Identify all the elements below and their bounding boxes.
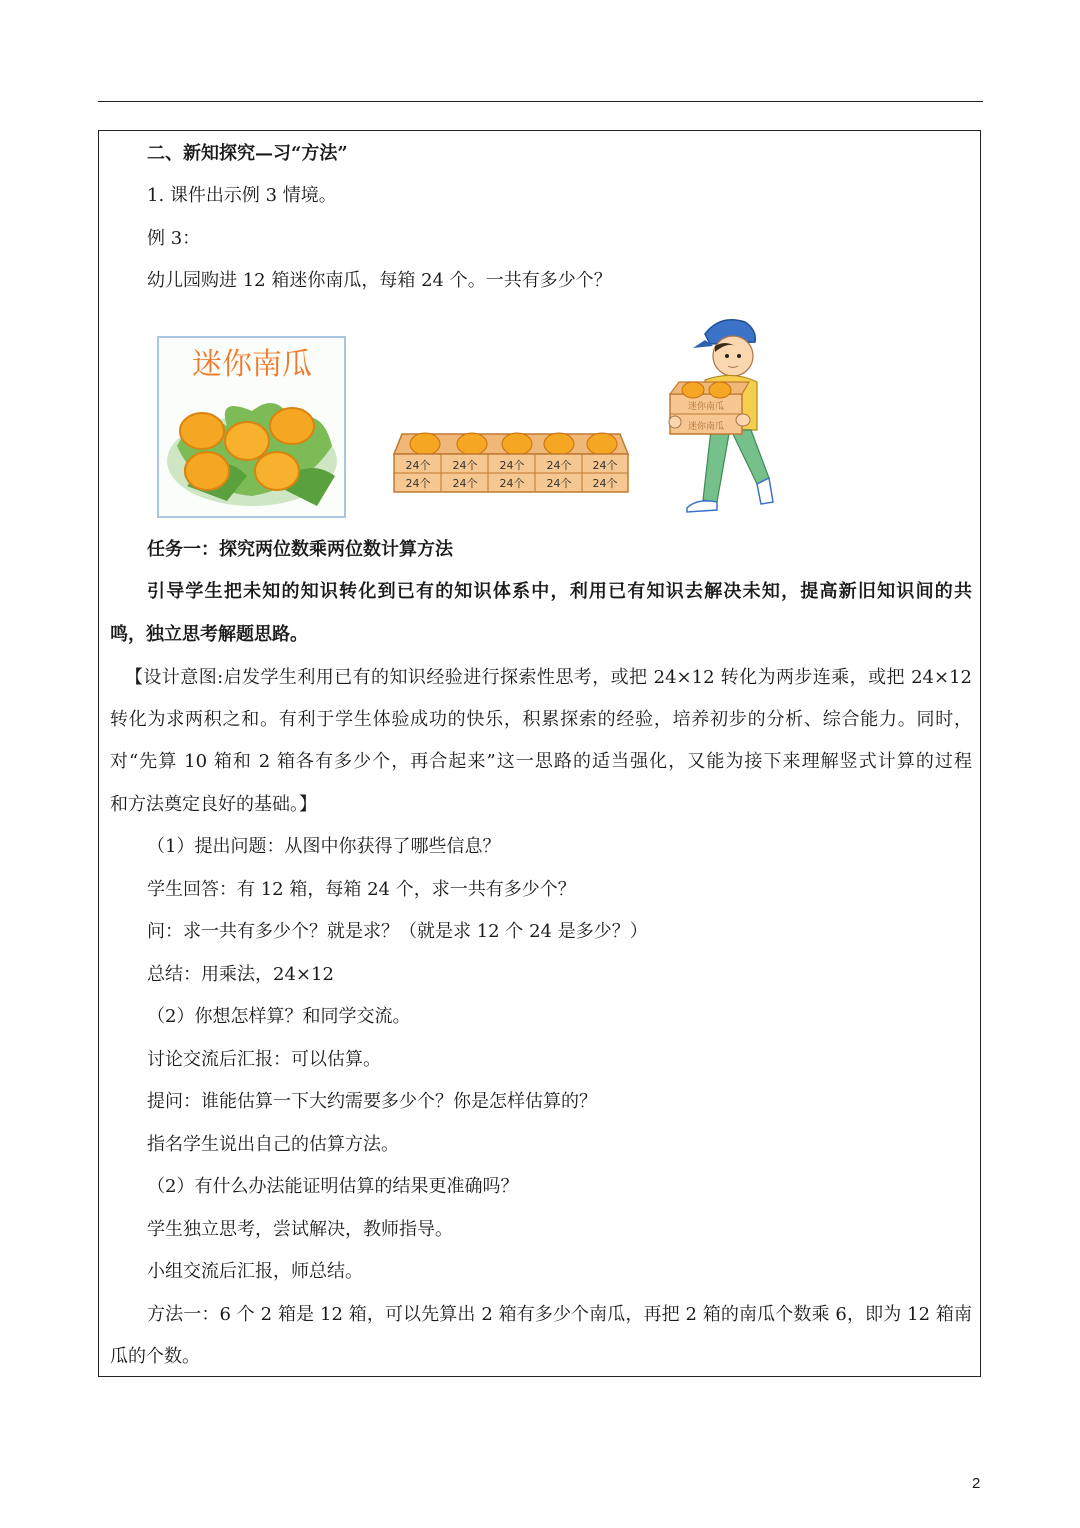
worker-box-label: 迷你南瓜 [687, 402, 725, 412]
body-line: 学生独立思考，尝试解决，教师指导。 [147, 1219, 453, 1240]
box-label: 24个 [546, 459, 572, 472]
body-line: 讨论交流后汇报：可以估算。 [147, 1049, 381, 1070]
box-label: 24个 [452, 459, 478, 472]
body-line: （2）你想怎样算？和同学交流。 [147, 1006, 411, 1027]
box-label: 24个 [405, 477, 431, 490]
body-line: （1）提出问题：从图中你获得了哪些信息？ [147, 836, 501, 857]
body-line: 小组交流后汇报，师总结。 [147, 1261, 363, 1282]
problem-text: 幼儿园购进 12 箱迷你南瓜，每箱 24 个。一共有多少个？ [147, 270, 612, 291]
section-heading: 二、新知探究—习“方法” [147, 143, 348, 164]
task-one-heading: 任务一：探究两位数乘两位数计算方法 [147, 539, 453, 560]
method-line-1: 方法一：6 个 2 箱是 12 箱，可以先算出 2 箱有多少个南瓜，再把 2 箱的南瓜个数乘 6，即为 12 箱南 [147, 1304, 972, 1325]
worker-illustration [665, 312, 780, 522]
design-line-3: 对“先算 10 箱和 2 箱各有多少个，再合起来”这一思路的适当强化，又能为接下来理解竖式计算的过程 [110, 751, 972, 772]
header-rule [98, 101, 983, 102]
body-line: 指名学生说出自己的估算方法。 [147, 1134, 399, 1155]
item-1: 1. 课件出示例 3 情境。 [147, 185, 337, 206]
example-label: 例 3： [147, 228, 201, 249]
box-label: 24个 [499, 459, 525, 472]
box-label: 24个 [405, 459, 431, 472]
box-label: 24个 [592, 459, 618, 472]
pumpkin-photo [157, 336, 347, 519]
design-line-1: 【设计意图:启发学生利用已有的知识经验进行探索性思考，或把 24×12 转化为两步连乘，或把 24×12 [125, 667, 972, 688]
design-line-4: 和方法奠定良好的基础。】 [110, 794, 317, 815]
guide-line-2: 鸣，独立思考解题思路。 [110, 624, 308, 645]
box-label: 24个 [592, 477, 618, 490]
box-label: 24个 [546, 477, 572, 490]
pumpkin-boxes-figure [392, 428, 630, 496]
guide-line-1: 引导学生把未知的知识转化到已有的知识体系中，利用已有知识去解决未知，提高新旧知识间的共 [147, 581, 972, 602]
photo-title: 迷你南瓜 [192, 347, 312, 382]
body-line: 学生回答：有 12 箱，每箱 24 个，求一共有多少个？ [147, 879, 576, 900]
body-line: （2）有什么办法能证明估算的结果更准确吗？ [147, 1176, 519, 1197]
design-line-2: 转化为求两积之和。有利于学生体验成功的快乐，积累探索的经验，培养初步的分析、综合能力。同时， [110, 709, 972, 730]
page-number: 2 [972, 1475, 981, 1492]
box-label: 24个 [452, 477, 478, 490]
worker-box-label: 迷你南瓜 [687, 422, 725, 432]
body-line: 提问：谁能估算一下大约需要多少个？你是怎样估算的？ [147, 1091, 597, 1112]
body-line: 总结：用乘法，24×12 [147, 964, 334, 985]
box-label: 24个 [499, 477, 525, 490]
body-line: 问：求一共有多少个？就是求？（就是求 12 个 24 是多少？） [147, 921, 648, 942]
method-line-2: 瓜的个数。 [110, 1346, 200, 1367]
